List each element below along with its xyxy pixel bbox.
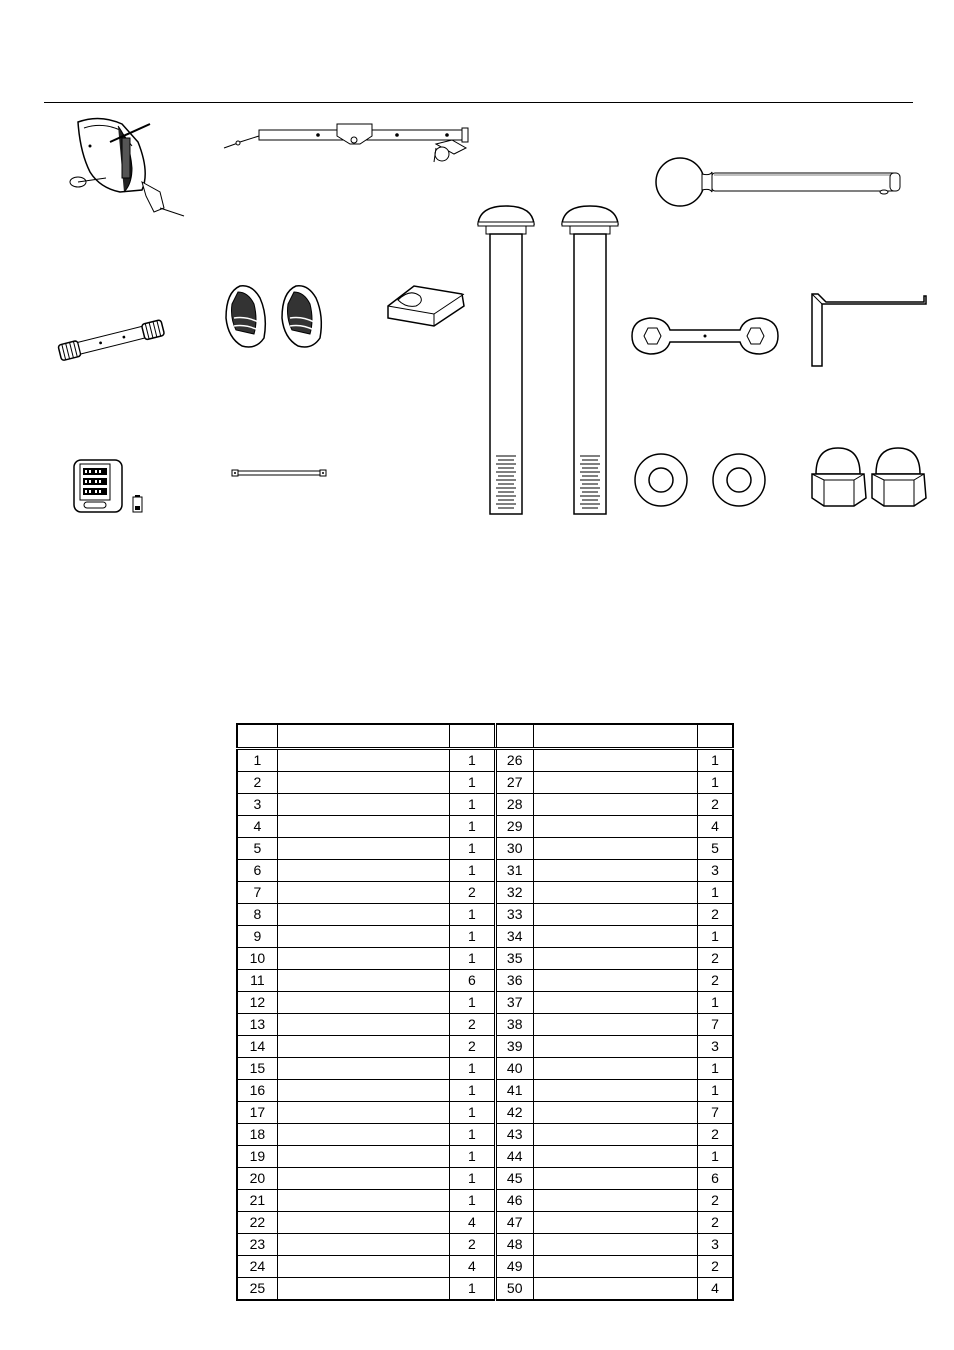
part-quantity: 7: [698, 1102, 733, 1124]
part-number: 34: [495, 926, 533, 948]
part-number: 32: [495, 882, 533, 904]
part-description: [277, 948, 449, 970]
part-description: [277, 794, 449, 816]
part-quantity: 4: [450, 1212, 495, 1234]
table-row: [237, 1124, 733, 1146]
part-number: 9: [237, 926, 277, 948]
header-qty-a: [450, 724, 495, 749]
part-quantity: 3: [698, 1234, 733, 1256]
header-desc-a: [277, 724, 449, 749]
header-rule: [44, 102, 913, 103]
part-quantity: 1: [450, 749, 495, 772]
part-quantity: 2: [698, 1190, 733, 1212]
part-number: 27: [495, 772, 533, 794]
part-quantity: 1: [450, 992, 495, 1014]
table-row: [237, 948, 733, 970]
main-frame-illustration: [60, 112, 190, 224]
part-number: 29: [495, 816, 533, 838]
part-description: [533, 749, 697, 772]
table-row: [237, 882, 733, 904]
part-description: [277, 926, 449, 948]
header-no-a: [237, 724, 277, 749]
part-number: 13: [237, 1014, 277, 1036]
part-description: [533, 1146, 697, 1168]
part-quantity: 4: [450, 1256, 495, 1278]
part-description: [277, 1058, 449, 1080]
part-description: [533, 1102, 697, 1124]
wrench-illustration: [630, 314, 780, 358]
part-number: 35: [495, 948, 533, 970]
part-description: [277, 860, 449, 882]
part-description: [533, 1234, 697, 1256]
part-quantity: 1: [698, 1058, 733, 1080]
carriage-bolt-illustration: [474, 204, 544, 516]
part-quantity: 1: [698, 992, 733, 1014]
table-row: [237, 772, 733, 794]
table-row: [237, 970, 733, 992]
table-row: [237, 1278, 733, 1301]
table-row: [237, 1102, 733, 1124]
part-description: [277, 1212, 449, 1234]
part-quantity: 1: [450, 1080, 495, 1102]
part-description: [533, 1058, 697, 1080]
table-row: [237, 838, 733, 860]
carriage-bolt-illustration-2: [558, 204, 628, 516]
header-no-b: [495, 724, 533, 749]
table-row: [237, 1212, 733, 1234]
part-quantity: 1: [698, 882, 733, 904]
part-quantity: 3: [698, 860, 733, 882]
part-quantity: 6: [698, 1168, 733, 1190]
part-number: 14: [237, 1036, 277, 1058]
part-quantity: 4: [698, 1278, 733, 1301]
console-monitor-illustration: [72, 458, 126, 516]
table-row: [237, 816, 733, 838]
part-number: 37: [495, 992, 533, 1014]
foot-pedals-illustration: [220, 282, 340, 352]
part-quantity: 1: [450, 772, 495, 794]
table-row: [237, 1190, 733, 1212]
part-number: 2: [237, 772, 277, 794]
part-quantity: 2: [698, 794, 733, 816]
seat-cushion-illustration: [384, 280, 470, 332]
part-number: 39: [495, 1036, 533, 1058]
part-number: 23: [237, 1234, 277, 1256]
part-description: [533, 1190, 697, 1212]
part-number: 49: [495, 1256, 533, 1278]
part-description: [533, 970, 697, 992]
part-quantity: 1: [450, 1146, 495, 1168]
part-number: 40: [495, 1058, 533, 1080]
part-description: [277, 816, 449, 838]
part-number: 31: [495, 860, 533, 882]
part-description: [533, 1256, 697, 1278]
part-description: [533, 1212, 697, 1234]
part-quantity: 3: [698, 1036, 733, 1058]
part-number: 15: [237, 1058, 277, 1080]
part-quantity: 7: [698, 1014, 733, 1036]
part-description: [533, 1168, 697, 1190]
part-number: 3: [237, 794, 277, 816]
part-quantity: 1: [450, 904, 495, 926]
table-row: [237, 860, 733, 882]
table-header-row: [237, 724, 733, 749]
part-number: 4: [237, 816, 277, 838]
part-description: [533, 860, 697, 882]
part-quantity: 2: [450, 1234, 495, 1256]
part-number: 46: [495, 1190, 533, 1212]
part-quantity: 1: [698, 749, 733, 772]
washers-illustration: [632, 452, 772, 512]
header-qty-b: [698, 724, 733, 749]
part-quantity: 1: [450, 926, 495, 948]
part-quantity: 2: [698, 1212, 733, 1234]
part-quantity: 2: [698, 904, 733, 926]
table-row: [237, 1168, 733, 1190]
part-quantity: 2: [698, 1256, 733, 1278]
part-number: 42: [495, 1102, 533, 1124]
part-number: 30: [495, 838, 533, 860]
table-row: [237, 1256, 733, 1278]
part-number: 25: [237, 1278, 277, 1301]
table-row: [237, 794, 733, 816]
part-number: 12: [237, 992, 277, 1014]
part-description: [277, 1278, 449, 1301]
part-quantity: 2: [450, 1036, 495, 1058]
part-number: 44: [495, 1146, 533, 1168]
part-description: [277, 882, 449, 904]
part-number: 22: [237, 1212, 277, 1234]
part-description: [277, 1102, 449, 1124]
part-number: 50: [495, 1278, 533, 1301]
part-number: 1: [237, 749, 277, 772]
part-description: [533, 794, 697, 816]
part-number: 38: [495, 1014, 533, 1036]
part-description: [533, 1036, 697, 1058]
part-quantity: 2: [450, 1014, 495, 1036]
seat-post-illustration: [654, 154, 906, 214]
part-quantity: 2: [698, 1124, 733, 1146]
part-number: 19: [237, 1146, 277, 1168]
part-description: [277, 904, 449, 926]
table-row: [237, 1080, 733, 1102]
table-row: [237, 749, 733, 772]
part-number: 48: [495, 1234, 533, 1256]
table-row: [237, 1036, 733, 1058]
part-description: [277, 1080, 449, 1102]
part-number: 10: [237, 948, 277, 970]
part-number: 41: [495, 1080, 533, 1102]
part-number: 21: [237, 1190, 277, 1212]
part-description: [277, 1190, 449, 1212]
part-description: [533, 816, 697, 838]
part-quantity: 2: [698, 948, 733, 970]
part-description: [533, 992, 697, 1014]
part-number: 28: [495, 794, 533, 816]
part-number: 20: [237, 1168, 277, 1190]
part-description: [533, 772, 697, 794]
part-number: 24: [237, 1256, 277, 1278]
part-quantity: 1: [450, 860, 495, 882]
header-desc-b: [533, 724, 697, 749]
part-description: [277, 1234, 449, 1256]
part-quantity: 5: [698, 838, 733, 860]
handle-bar-illustration: [52, 314, 172, 364]
part-number: 18: [237, 1124, 277, 1146]
allen-key-illustration: [808, 292, 928, 368]
part-description: [277, 1146, 449, 1168]
table-row: [237, 1234, 733, 1256]
part-description: [533, 1124, 697, 1146]
part-quantity: 4: [698, 816, 733, 838]
table-row: [237, 992, 733, 1014]
part-number: 45: [495, 1168, 533, 1190]
part-quantity: 1: [698, 772, 733, 794]
part-description: [277, 992, 449, 1014]
part-description: [277, 1168, 449, 1190]
part-description: [277, 1124, 449, 1146]
table-row: [237, 926, 733, 948]
part-description: [277, 1036, 449, 1058]
part-description: [533, 948, 697, 970]
part-quantity: 1: [450, 794, 495, 816]
part-description: [533, 1278, 697, 1301]
part-description: [277, 838, 449, 860]
part-quantity: 6: [450, 970, 495, 992]
cap-nuts-illustration: [810, 444, 930, 510]
part-quantity: 1: [450, 1278, 495, 1301]
table-row: [237, 904, 733, 926]
part-description: [533, 926, 697, 948]
part-description: [277, 1256, 449, 1278]
table-row: [237, 1146, 733, 1168]
part-number: 33: [495, 904, 533, 926]
part-quantity: 1: [450, 1102, 495, 1124]
part-quantity: 1: [450, 1168, 495, 1190]
battery-illustration: [132, 494, 144, 514]
part-number: 5: [237, 838, 277, 860]
table-row: [237, 1014, 733, 1036]
part-description: [533, 1014, 697, 1036]
part-quantity: 1: [450, 1058, 495, 1080]
part-number: 7: [237, 882, 277, 904]
part-number: 8: [237, 904, 277, 926]
part-quantity: 1: [450, 1124, 495, 1146]
part-description: [277, 772, 449, 794]
part-number: 16: [237, 1080, 277, 1102]
part-quantity: 1: [450, 1190, 495, 1212]
parts-list-table: [236, 723, 734, 1301]
part-quantity: 1: [698, 1080, 733, 1102]
table-row: [237, 1058, 733, 1080]
part-description: [533, 1080, 697, 1102]
part-quantity: 2: [698, 970, 733, 992]
part-number: 47: [495, 1212, 533, 1234]
part-quantity: 1: [698, 1146, 733, 1168]
part-quantity: 2: [450, 882, 495, 904]
part-number: 11: [237, 970, 277, 992]
part-description: [533, 838, 697, 860]
part-number: 43: [495, 1124, 533, 1146]
part-description: [277, 749, 449, 772]
part-number: 36: [495, 970, 533, 992]
part-description: [533, 904, 697, 926]
part-number: 17: [237, 1102, 277, 1124]
part-number: 6: [237, 860, 277, 882]
part-quantity: 1: [450, 838, 495, 860]
part-quantity: 1: [450, 816, 495, 838]
part-description: [277, 970, 449, 992]
rail-bar-illustration: [222, 118, 472, 168]
part-quantity: 1: [450, 948, 495, 970]
strap-cable-illustration: [230, 466, 330, 480]
part-number: 26: [495, 749, 533, 772]
part-description: [533, 882, 697, 904]
part-description: [277, 1014, 449, 1036]
part-quantity: 1: [698, 926, 733, 948]
